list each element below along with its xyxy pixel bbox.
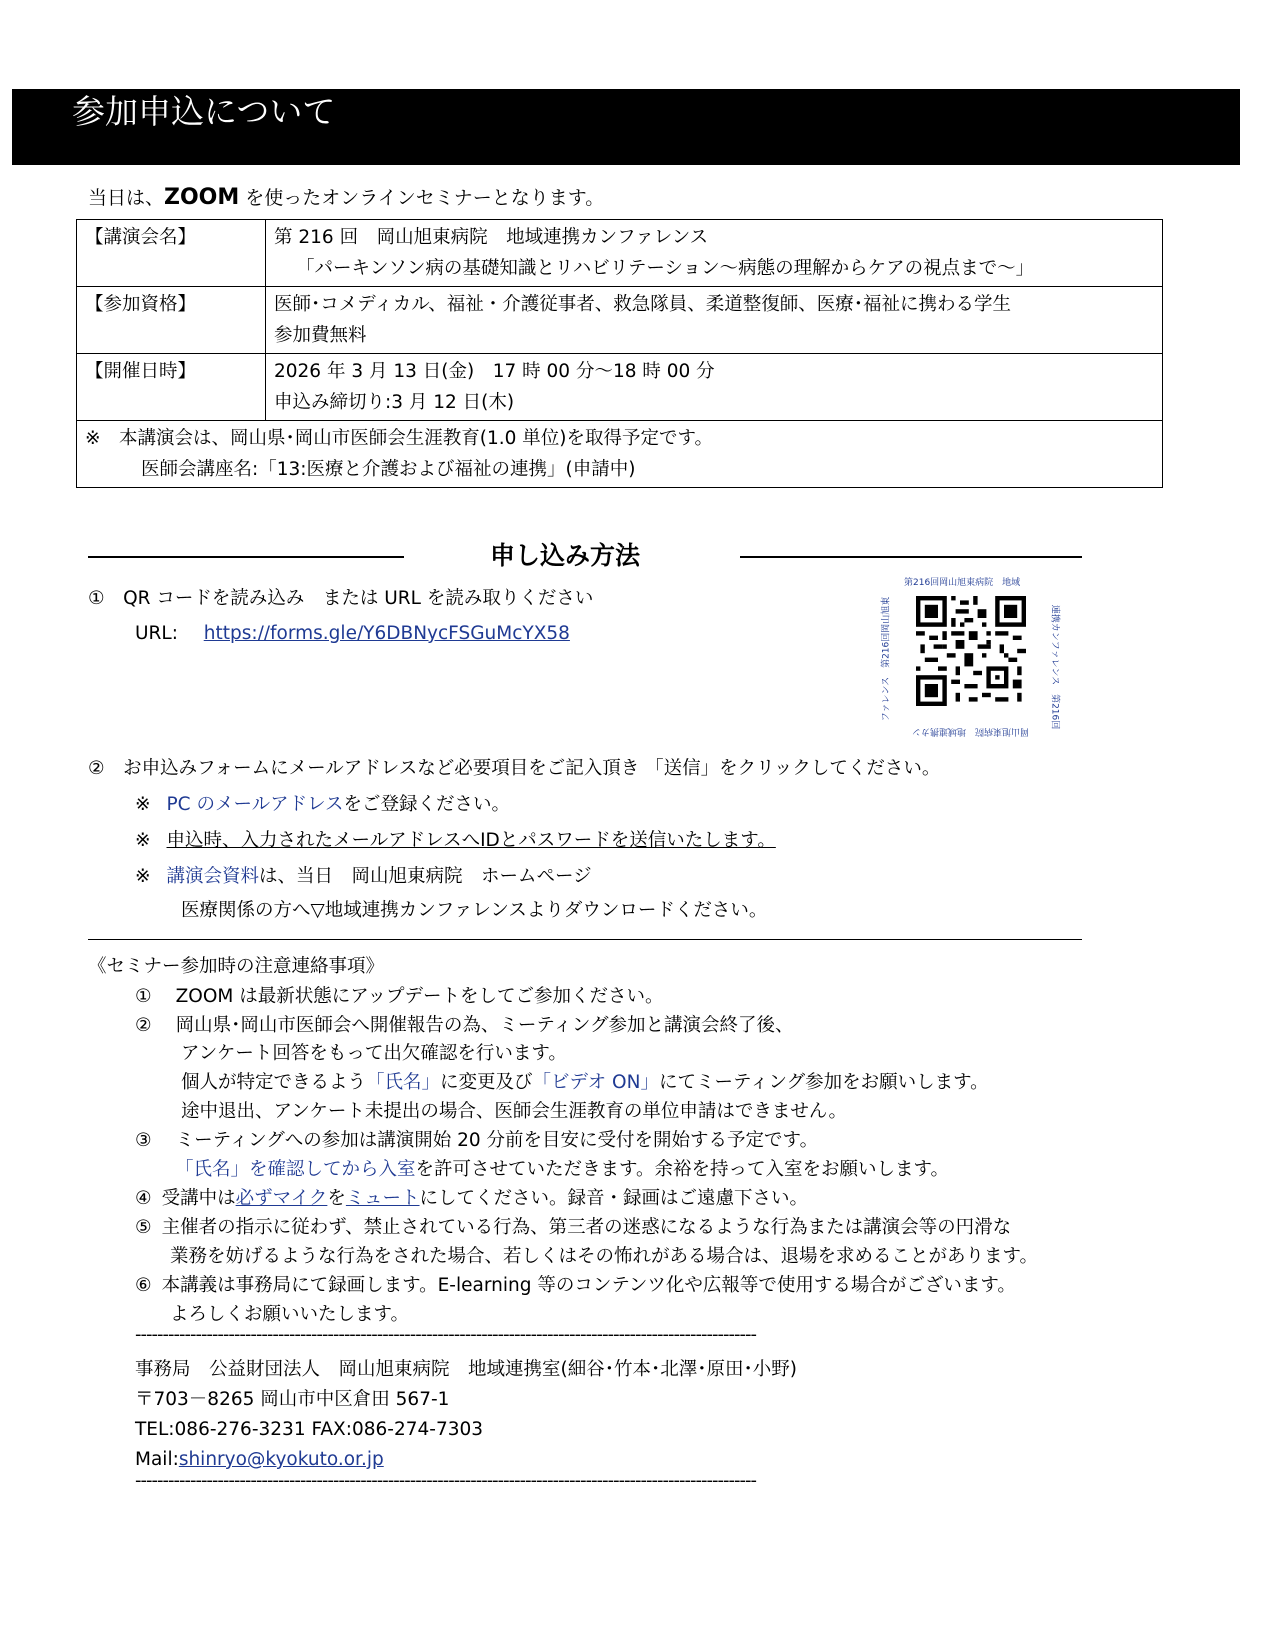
- dash-rule-top: -----------------------------------------------------------------------------------------------------------------: [135, 1326, 756, 1344]
- notice-item-5: ⑤ 主催者の指示に従わず、禁止されている行為、第三者の迷惑になるような行為または講演会等の円滑な: [135, 1217, 1012, 1238]
- divider: [88, 939, 1082, 940]
- step2-note3: ※ 講演会資料は、当日 岡山旭東病院 ホームページ: [135, 866, 592, 887]
- mail-link[interactable]: shinryo@kyokuto.or.jp: [178, 1449, 384, 1470]
- event-info-table: [76, 219, 1163, 488]
- form-url-link[interactable]: https://forms.gle/Y6DBNycFSGuMcYX58: [203, 623, 570, 644]
- page-title: 参加申込について: [72, 92, 336, 131]
- contact-address: 〒703－8265 岡山市中区倉田 567-1: [135, 1389, 450, 1410]
- notice-item-4: ④ 受講中は必ずマイクをミュートにしてください。録音・録画はご遠慮下さい。: [135, 1188, 809, 1209]
- row-label: 【開催日時】: [77, 354, 266, 421]
- step1-text: ① QR コードを読み込み または URL を読み取りください: [88, 588, 594, 609]
- notice-item-6-line2: よろしくお願いいたします。: [170, 1304, 410, 1325]
- qr-code[interactable]: [881, 578, 1060, 736]
- notice-item-1: ① ZOOM は最新状態にアップデートをしてご参加ください。: [135, 986, 664, 1007]
- notice-item-5-line2: 業務を妨げるような行為をされた場合、若しくはその怖れがある場合は、退場を求めることがあります。: [170, 1246, 1039, 1267]
- url-line: [135, 622, 570, 646]
- qr-caption-left: ファレンス 第216回岡山旭東: [881, 596, 892, 722]
- qr-caption-right: 連携カンファレンス 第216回: [1049, 604, 1060, 730]
- row-value: 第 216 回 岡山旭東病院 地域連携カンファレンス 「パーキンソン病の基礎知識とリハビリテーション～病態の理解からケアの視点まで～」: [266, 220, 1163, 287]
- notice-heading: 《セミナー参加時の注意連絡事項》: [88, 956, 385, 977]
- row-value: 2026 年 3 月 13 日(金) 17 時 00 分～18 時 00 分 申込み締切り:3 月 12 日(木): [266, 354, 1163, 421]
- notice-item-3-line2: 「氏名」を確認してから入室を許可させていただきます。余裕を持って入室をお願いします。: [175, 1159, 950, 1180]
- contact-office: 事務局 公益財団法人 岡山旭東病院 地域連携室(細谷･竹本･北澤･原田･小野): [135, 1359, 797, 1380]
- notice-item-2-line4: 途中退出、アンケート未提出の場合、医師会生涯教育の単位申請はできません。: [181, 1101, 848, 1122]
- dash-rule-bottom: -----------------------------------------------------------------------------------------------------------------: [135, 1472, 756, 1490]
- notice-item-2: ② 岡山県･岡山市医師会へ開催報告の為、ミーティング参加と講演会終了後、: [135, 1015, 794, 1036]
- step2-text: ② お申込みフォームにメールアドレスなど必要項目をご記入頂き 「送信」をクリックしてください。: [88, 758, 941, 779]
- step2-note3-line2: 医療関係の方へ▽地域連携カンファレンスよりダウンロードください。: [181, 900, 768, 921]
- qr-caption-top: 第216回岡山旭東病院 地域: [904, 578, 1021, 588]
- section-rule-right: [740, 556, 1082, 558]
- row-label: 【参加資格】: [77, 287, 266, 354]
- row-label: 【講演会名】: [77, 220, 266, 287]
- qr-caption-bottom: 岡山旭東病院 地域連携カン: [912, 726, 1030, 736]
- contact-mail: Mail:shinryo@kyokuto.or.jp: [135, 1449, 384, 1470]
- table-note: ※ 本講演会は、岡山県･岡山市医師会生涯教育(1.0 単位)を取得予定です。 医師会講座名:「13:医療と介護および福祉の連携」(申請中): [77, 421, 1163, 488]
- notice-item-2-line2: アンケート回答をもって出欠確認を行います。: [181, 1043, 567, 1064]
- section-title: 申し込み方法: [490, 541, 641, 570]
- row-value: 医師･コメディカル、福祉・介護従事者、救急隊員、柔道整復師、医療･福祉に携わる学生 参加費無料: [266, 287, 1163, 354]
- intro-text: 当日は、ZOOM を使ったオンラインセミナーとなります。: [88, 185, 605, 210]
- notice-item-2-line3: 個人が特定できるよう「氏名」に変更及び「ビデオ ON」にてミーティング参加をお願いします。: [181, 1072, 989, 1093]
- notice-item-6: ⑥ 本講義は事務局にて録画します。E-learning 等のコンテンツ化や広報等で使用する場合がございます。: [135, 1275, 1016, 1296]
- table-row: [77, 421, 1163, 488]
- step2-note2: ※ 申込時、入力されたメールアドレスへIDとパスワードを送信いたします。: [135, 830, 776, 851]
- notice-item-3: ③ ミーティングへの参加は講演開始 20 分前を目安に受付を開始する予定です。: [135, 1130, 819, 1151]
- table-row: [77, 354, 1163, 421]
- table-row: [77, 220, 1163, 287]
- url-label: URL:: [135, 623, 178, 644]
- section-rule-left: [88, 556, 404, 558]
- table-row: [77, 287, 1163, 354]
- qr-matrix: [916, 596, 1026, 706]
- contact-phone: TEL:086-276-3231 FAX:086-274-7303: [135, 1419, 484, 1440]
- step2-note1: ※ PC のメールアドレスをご登録ください。: [135, 794, 511, 815]
